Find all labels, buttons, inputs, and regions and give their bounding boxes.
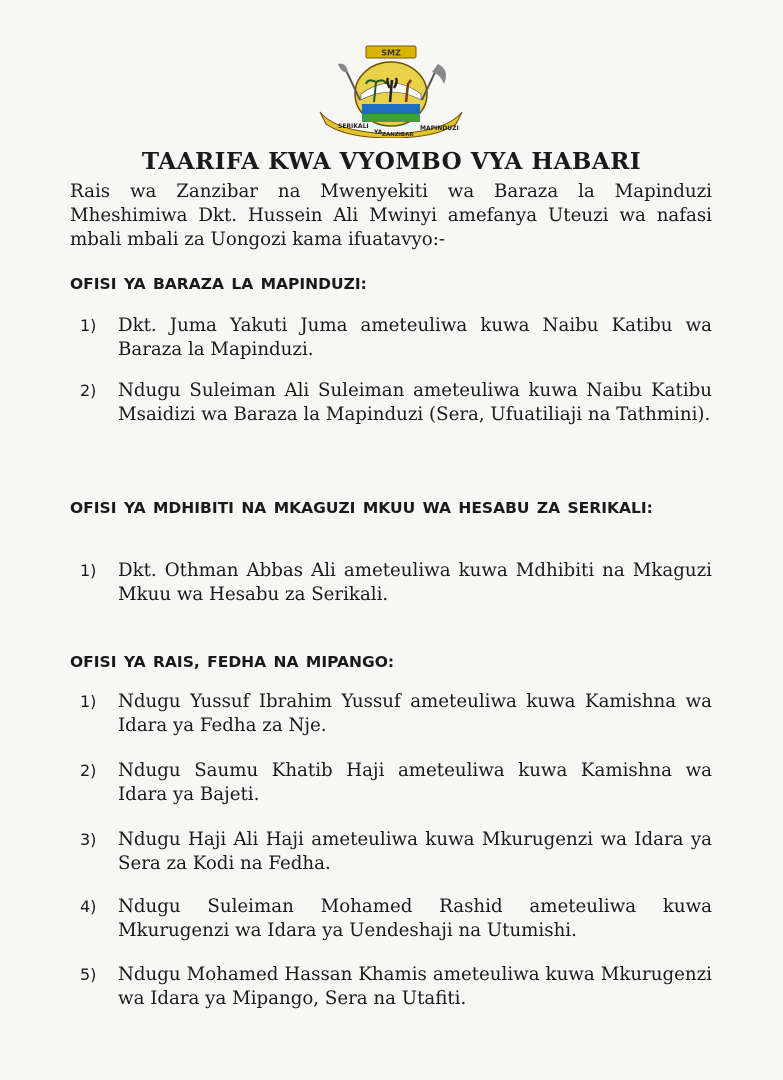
item-text: Dkt. Juma Yakuti Juma ameteuliwa kuwa Naibu Katibu wa Baraza la Mapinduzi. (118, 315, 712, 360)
list-item (80, 559, 712, 607)
svg-text:ZANZIBAR: ZANZIBAR (382, 132, 414, 138)
item-text: Ndugu Mohamed Hassan Khamis ameteuliwa kuwa Mkurugenzi wa Idara ya Mipango, Sera na Utafiti. (118, 964, 712, 1009)
zanzibar-coat-of-arms-emblem (316, 44, 466, 138)
intro-paragraph: Rais wa Zanzibar na Mwenyekiti wa Baraza la Mapinduzi Mheshimiwa Dkt. Hussein Ali Mwinyi amefanya Uteuzi wa nafasi mbali mbali za Uongozi kama ifuatavyo:- (70, 181, 712, 250)
item-number: 2) (80, 381, 97, 400)
svg-text:YA: YA (374, 129, 383, 136)
list-item (80, 379, 712, 427)
item-number: 4) (80, 897, 97, 916)
list-item (80, 895, 712, 943)
list-item (80, 759, 712, 807)
item-text: Dkt. Othman Abbas Ali ameteuliwa kuwa Mdhibiti na Mkaguzi Mkuu wa Hesabu za Serikali. (118, 560, 712, 605)
item-number: 1) (80, 316, 97, 335)
item-text: Ndugu Yussuf Ibrahim Yussuf ameteuliwa kuwa Kamishna wa Idara ya Fedha za Nje. (118, 691, 712, 736)
list-item (80, 690, 712, 738)
item-text: Ndugu Suleiman Ali Suleiman ameteuliwa kuwa Naibu Katibu Msaidizi wa Baraza la Mapinduzi (Sera, Ufuatiliaji na Tathmini). (118, 380, 712, 425)
item-text: Ndugu Suleiman Mohamed Rashid ameteuliwa kuwa Mkurugenzi wa Idara ya Uendeshaji na Utumishi. (118, 896, 712, 941)
item-text: Ndugu Haji Ali Haji ameteuliwa kuwa Mkurugenzi wa Idara ya Sera za Kodi na Fedha. (118, 829, 712, 874)
svg-text:SMZ: SMZ (381, 48, 401, 58)
document-title: TAARIFA KWA VYOMBO VYA HABARI (141, 148, 642, 175)
item-number: 1) (80, 692, 97, 711)
item-text: Ndugu Saumu Khatib Haji ameteuliwa kuwa Kamishna wa Idara ya Bajeti. (118, 760, 712, 805)
section-heading: OFISI YA BARAZA LA MAPINDUZI: (70, 275, 367, 293)
item-number: 1) (80, 561, 97, 580)
list-item (80, 963, 712, 1011)
section-heading: OFISI YA RAIS, FEDHA NA MIPANGO: (70, 653, 395, 671)
section-heading: OFISI YA MDHIBITI NA MKAGUZI MKUU WA HESABU ZA SERIKALI: (70, 499, 653, 517)
svg-text:SERIKALI: SERIKALI (338, 123, 369, 130)
list-item (80, 828, 712, 876)
item-number: 2) (80, 761, 97, 780)
svg-text:MAPINDUZI: MAPINDUZI (420, 125, 459, 132)
list-item (80, 314, 712, 362)
item-number: 5) (80, 965, 97, 984)
item-number: 3) (80, 830, 97, 849)
